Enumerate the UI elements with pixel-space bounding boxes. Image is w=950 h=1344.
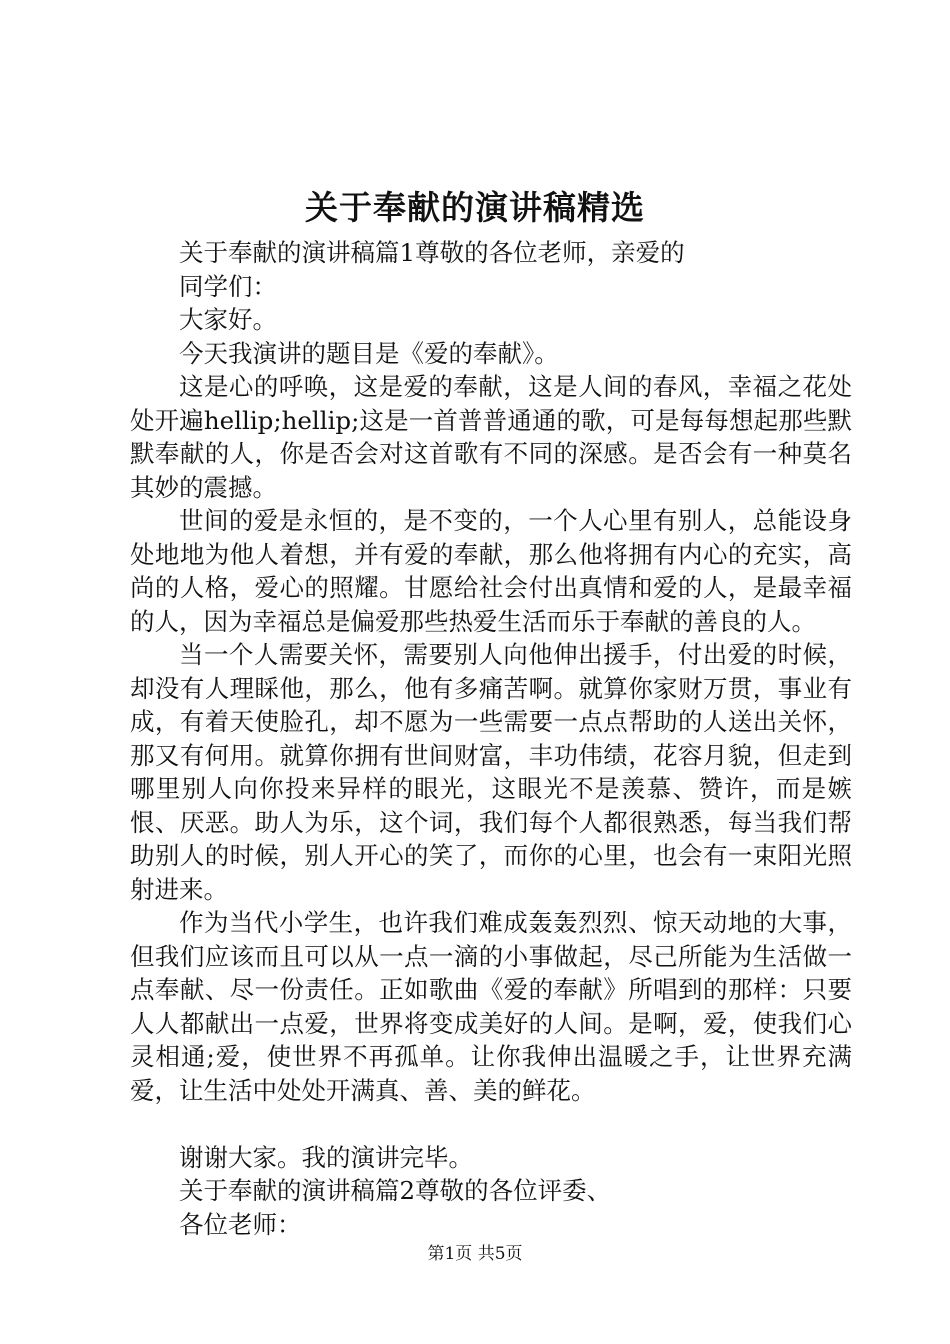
document-body	[130, 236, 852, 1241]
paragraph: 当一个人需要关怀，需要别人向他伸出援手，付出爱的时候，却没有人理睬他，那么，他有多痛苦啊。就算你家财万贯，事业有成，有着天使脸孔，却不愿为一些需要一点点帮助的人送出关怀，那又有何用。就算你拥有世间财富，丰功伟绩，花容月貌，但走到哪里别人向你投来异样的眼光，这眼光不是羡慕、赞许，而是嫉恨、厌恶。助人为乐，这个词，我们每个人都很熟悉，每当我们帮助别人的时候，别人开心的笑了，而你的心里，也会有一束阳光照射进来。	[130, 640, 852, 904]
paragraph: 同学们：	[179, 271, 277, 301]
page-footer: 第1页 共5页	[427, 1244, 523, 1264]
paragraph: 关于奉献的演讲稿篇2尊敬的各位评委、	[179, 1176, 612, 1205]
paragraph: 关于奉献的演讲稿篇1尊敬的各位老师，亲爱的	[179, 238, 685, 267]
document-title: 关于奉献的演讲稿精选	[305, 188, 645, 227]
paragraph: 作为当代小学生，也许我们难成轰轰烈烈、惊天动地的大事，但我们应该而且可以从一点一滴的小事做起，尽己所能为生活做一点奉献、尽一份责任。正如歌曲《爱的奉献》所唱到的那样：只要人人都献出一点爱，世界将变成美好的人间。是啊，爱，使我们心灵相通;爱，使世界不再孤单。让你我伸出温暖之手，让世界充满爱，让生活中处处开满真、善、美的鲜花。	[130, 908, 852, 1105]
paragraph: 各位老师：	[179, 1209, 302, 1239]
paragraph: 大家好。	[179, 305, 277, 334]
paragraph-gap	[130, 1107, 852, 1141]
paragraph: 今天我演讲的题目是《爱的奉献》。	[179, 338, 559, 368]
paragraph: 谢谢大家。我的演讲完毕。	[179, 1142, 473, 1172]
paragraph: 世间的爱是永恒的，是不变的，一个人心里有别人，总能设身处地地为他人着想，并有爱的奉献，那么他将拥有内心的充实，高尚的人格，爱心的照耀。甘愿给社会付出真情和爱的人，是最幸福的人，因为幸福总是偏爱那些热爱生活而乐于奉献的善良的人。	[130, 506, 852, 636]
paragraph: 这是心的呼唤，这是爱的奉献，这是人间的春风，幸福之花处处开遍hellip;hellip;这是一首普普通通的歌，可是每每想起那些默默奉献的人，你是否会对这首歌有不同的深感。是否会有一种莫名其妙的震撼。	[130, 372, 852, 502]
